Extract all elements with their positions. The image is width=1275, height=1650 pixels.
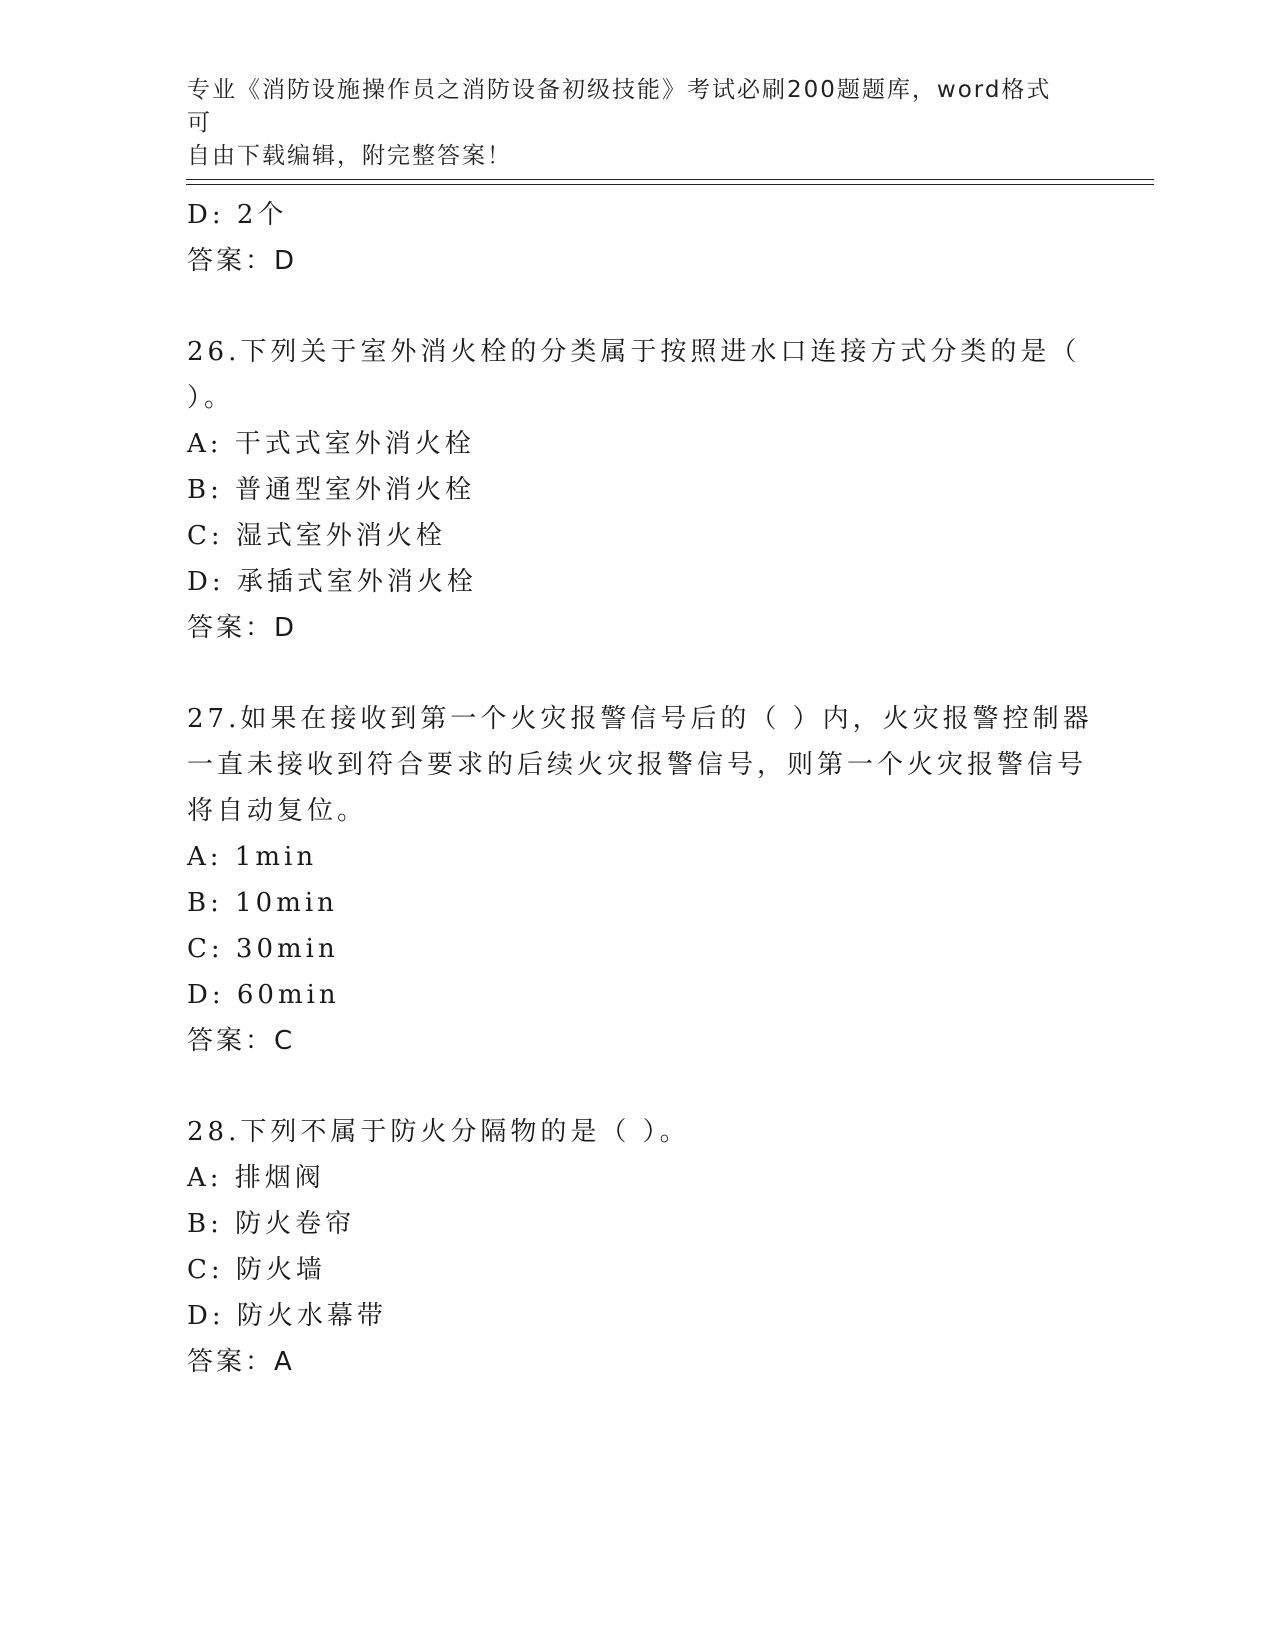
option-a: A: 干式式室外消火栓 (187, 429, 475, 459)
option-d: D: 60min (187, 980, 340, 1010)
question-stem-continued: 一直未接收到符合要求的后续火灾报警信号，则第一个火灾报警信号 (187, 750, 1088, 780)
option-b: B: 防火卷帘 (187, 1209, 356, 1239)
header-rule-top (186, 179, 1154, 180)
option-c: C: 防火墙 (187, 1255, 326, 1285)
header-line-1: 专业《消防设施操作员之消防设备初级技能》考试必刷200题题库，word格式可 (187, 77, 1052, 136)
option-c: C: 湿式室外消火栓 (187, 521, 446, 551)
option-b: B: 普通型室外消火栓 (187, 475, 476, 505)
answer: 答案：D (187, 613, 298, 643)
question-28 (187, 1109, 1087, 1385)
header-line-2: 自由下载编辑，附完整答案！ (187, 143, 512, 169)
answer: 答案：C (187, 1026, 296, 1056)
question-stem: 27.如果在接收到第一个火灾报警信号后的（ ）内，火灾报警控制器 (187, 704, 1093, 734)
header-rule-bottom (186, 184, 1154, 185)
option-a: A: 1min (187, 842, 318, 872)
question-stem-continued: 将自动复位。 (187, 796, 368, 826)
question-27 (187, 696, 1093, 1064)
option-d: D: 2个 (187, 200, 288, 230)
option-d: D: 承插式室外消火栓 (187, 567, 477, 597)
question-list (187, 192, 1093, 1385)
option-a: A: 排烟阀 (187, 1163, 325, 1193)
option-b: B: 10min (187, 888, 338, 918)
document-header (187, 74, 1067, 173)
question-26 (187, 329, 1087, 651)
option-c: C: 30min (187, 934, 339, 964)
previous-question-tail (187, 192, 1087, 284)
answer: 答案：A (187, 1347, 295, 1377)
question-stem: 26.下列关于室外消火栓的分类属于按照进水口连接方式分类的是（ (187, 337, 1081, 367)
question-stem: 28.下列不属于防火分隔物的是（ ）。 (187, 1117, 690, 1147)
option-d: D: 防火水幕带 (187, 1301, 387, 1331)
answer: 答案：D (187, 246, 298, 276)
question-stem-continued: ）。 (187, 383, 235, 413)
